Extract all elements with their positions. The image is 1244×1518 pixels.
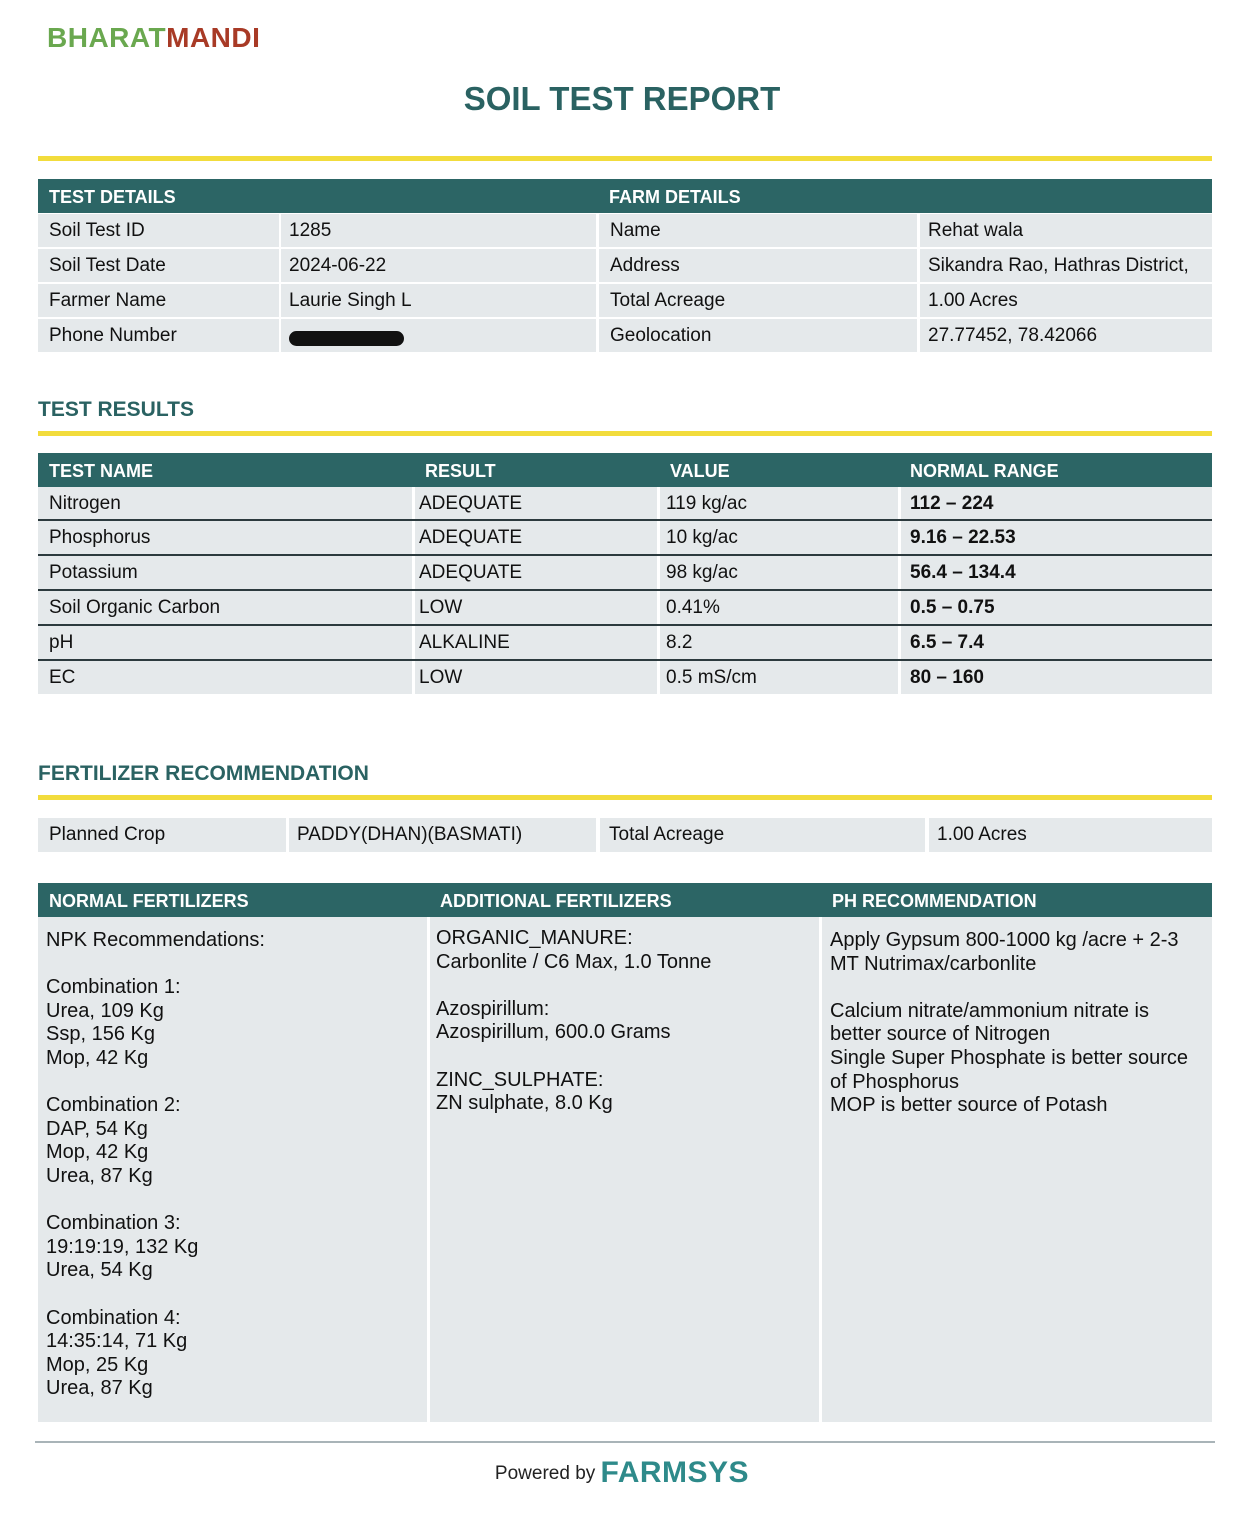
result-row-range: 9.16 – 22.53 — [901, 521, 1212, 554]
result-row-range: 6.5 – 7.4 — [901, 626, 1212, 659]
logo-part2: MANDI — [166, 22, 261, 53]
result-row-range: 80 – 160 — [901, 661, 1212, 694]
result-row-value: 0.41% — [660, 591, 898, 624]
powered-by-text: Powered by — [494, 1463, 596, 1484]
total-acreage-value: 1.00 Acres — [929, 818, 1212, 852]
col-normal-fertilizers: NORMAL FERTILIZERS — [49, 891, 249, 911]
footer — [0, 1456, 1244, 1490]
result-row-result: ADEQUATE — [415, 487, 657, 520]
col-additional-fertilizers: ADDITIONAL FERTILIZERS — [440, 891, 672, 911]
fertilizer-columns-header — [38, 883, 1212, 917]
normal-fertilizers-text: NPK Recommendations: Combination 1: Urea, 109 Kg Ssp, 156 Kg Mop, 42 Kg Combination 2: DAP, 54 Kg Mop, 42 Kg Urea, 87 Kg Combination 3: 19:19:19, 132 Kg Urea, 54 Kg Combination 4: 14:35:14, 71 Kg Mop, 25 Kg Urea, 87 Kg — [38, 917, 427, 1422]
farm-details-heading: FARM DETAILS — [609, 187, 741, 207]
yellow-divider — [38, 795, 1212, 800]
result-row-range: 56.4 – 134.4 — [901, 556, 1212, 589]
result-row-range: 112 – 224 — [901, 487, 1212, 520]
test-label: Soil Test ID — [38, 214, 279, 247]
yellow-divider — [38, 431, 1212, 436]
test-value: Laurie Singh L — [281, 284, 596, 317]
test-results-title: TEST RESULTS — [38, 398, 194, 421]
farm-value: 1.00 Acres — [920, 284, 1212, 317]
farmsys-logo: FARMSYS — [600, 1456, 750, 1489]
bharatmandi-logo — [47, 22, 260, 54]
test-label: Phone Number — [38, 319, 279, 352]
farm-label: Total Acreage — [599, 284, 917, 317]
result-row-value: 98 kg/ac — [660, 556, 898, 589]
result-row-value: 0.5 mS/cm — [660, 661, 898, 694]
farm-label: Address — [599, 249, 917, 282]
col-test-name: TEST NAME — [49, 461, 154, 481]
footer-divider — [35, 1441, 1215, 1443]
result-row-name: pH — [38, 626, 412, 659]
test-label: Farmer Name — [38, 284, 279, 317]
result-row-name: Nitrogen — [38, 487, 412, 520]
col-ph-recommendation: PH RECOMMENDATION — [832, 891, 1037, 911]
test-value: 1285 — [281, 214, 596, 247]
ph-recommendation-text: Apply Gypsum 800-1000 kg /acre + 2-3 MT Nutrimax/carbonlite Calcium nitrate/ammonium nitrate is better source of Nitrogen Single Super Phosphate is better source of Phosphorus MOP is better source of Potash — [822, 917, 1212, 1422]
phone-value — [281, 319, 596, 352]
farm-value: Sikandra Rao, Hathras District, — [920, 249, 1212, 282]
col-value: VALUE — [670, 461, 730, 481]
details-header — [38, 179, 1212, 213]
result-row-result: LOW — [415, 591, 657, 624]
result-row-value: 119 kg/ac — [660, 487, 898, 520]
col-normal-range: NORMAL RANGE — [910, 461, 1059, 481]
fertilizer-title: FERTILIZER RECOMMENDATION — [38, 762, 369, 785]
results-header — [38, 453, 1212, 487]
planned-crop-value: PADDY(DHAN)(BASMATI) — [289, 818, 596, 852]
test-value: 2024-06-22 — [281, 249, 596, 282]
result-row-name: Phosphorus — [38, 521, 412, 554]
planned-crop-label: Planned Crop — [38, 818, 286, 852]
result-row-value: 10 kg/ac — [660, 521, 898, 554]
result-row-name: Potassium — [38, 556, 412, 589]
result-row-name: EC — [38, 661, 412, 694]
logo-part1: BHARAT — [47, 22, 167, 53]
result-row-value: 8.2 — [660, 626, 898, 659]
result-row-result: ADEQUATE — [415, 556, 657, 589]
farm-value: 27.77452, 78.42066 — [920, 319, 1212, 352]
redaction-mark — [289, 331, 404, 346]
report-title: SOIL TEST REPORT — [463, 80, 781, 117]
result-row-name: Soil Organic Carbon — [38, 591, 412, 624]
test-label: Soil Test Date — [38, 249, 279, 282]
result-row-range: 0.5 – 0.75 — [901, 591, 1212, 624]
farm-value: Rehat wala — [920, 214, 1212, 247]
result-row-result: ALKALINE — [415, 626, 657, 659]
test-details-heading: TEST DETAILS — [49, 187, 176, 207]
result-row-result: LOW — [415, 661, 657, 694]
result-row-result: ADEQUATE — [415, 521, 657, 554]
farm-label: Name — [599, 214, 917, 247]
col-result: RESULT — [425, 461, 496, 481]
total-acreage-label: Total Acreage — [600, 818, 925, 852]
additional-fertilizers-text: ORGANIC_MANURE: Carbonlite / C6 Max, 1.0 Tonne Azospirillum: Azospirillum, 600.0 Grams ZINC_SULPHATE: ZN sulphate, 8.0 Kg — [430, 917, 819, 1422]
yellow-divider — [38, 156, 1212, 161]
farm-label: Geolocation — [599, 319, 917, 352]
